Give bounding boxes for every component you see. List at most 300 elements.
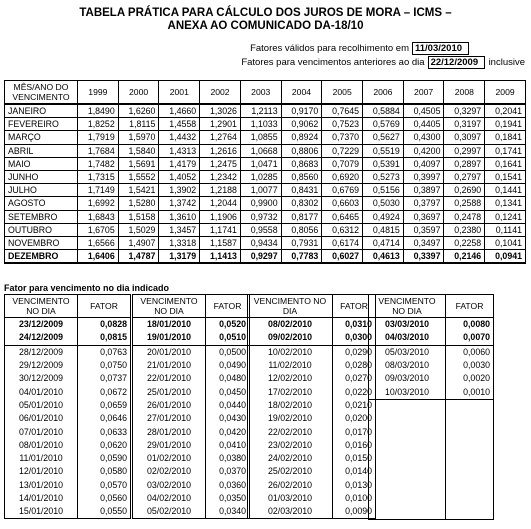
due-date-cell: 02/03/2010 (248, 505, 333, 519)
factor-cell: 0,0220 (333, 385, 376, 398)
factor-cell: 0,7079 (322, 157, 363, 170)
factor-cell: 0,5030 (363, 197, 404, 210)
header-year: 2007 (403, 81, 444, 105)
factor-cell: 0,0010 (446, 385, 494, 399)
factor-cell: 1,4052 (159, 170, 200, 183)
factor-cell: 0,6769 (322, 184, 363, 197)
factor-cell: 1,7684 (78, 144, 119, 157)
month-cell: MARÇO (5, 131, 78, 144)
factor-cell: 1,2616 (200, 144, 241, 157)
factor-cell: 0,0430 (206, 412, 250, 425)
factor-cell: 1,0471 (240, 157, 281, 170)
header-factor: FATOR (206, 295, 250, 318)
daily-table-heading: Fator para vencimento no dia indicado (4, 283, 170, 293)
due-date-cell: 10/03/2010 (369, 385, 446, 399)
due-date-cell: 05/01/2010 (5, 399, 78, 412)
factor-cell: 1,4660 (159, 104, 200, 118)
factor-cell: 1,6992 (78, 197, 119, 210)
factor-cell: 1,0285 (240, 170, 281, 183)
factor-cell: 0,4097 (403, 157, 444, 170)
due-date-cell: 08/03/2010 (369, 359, 446, 372)
due-date-cell: 04/02/2010 (133, 492, 206, 505)
header-year: 1999 (78, 81, 119, 105)
factor-cell: 1,4907 (118, 236, 159, 249)
table-row (5, 210, 526, 223)
factor-cell: 0,2588 (444, 197, 485, 210)
due-date-cell: 24/12/2009 (5, 331, 78, 345)
factor-cell: 0,2146 (444, 250, 485, 264)
factor-cell: 1,8115 (118, 118, 159, 131)
daily-header-row (5, 295, 131, 318)
header-year: 2001 (159, 81, 200, 105)
table-row (133, 359, 250, 372)
table-row (5, 184, 526, 197)
factor-cell: 0,0450 (206, 385, 250, 398)
factor-cell: 0,2380 (444, 223, 485, 236)
due-date-cell: 09/03/2010 (369, 372, 446, 385)
empty-cell (446, 453, 494, 466)
factor-cell: 0,5273 (363, 170, 404, 183)
factor-cell: 0,1041 (485, 236, 526, 249)
factor-cell: 0,7783 (281, 250, 322, 264)
factor-cell: 0,2897 (444, 157, 485, 170)
factor-cell: 0,1841 (485, 131, 526, 144)
factor-cell: 1,0668 (240, 144, 281, 157)
table-row (248, 412, 376, 425)
due-date-cell: 05/03/2010 (369, 345, 446, 359)
daily-factor-table-1 (4, 294, 131, 519)
factor-cell: 0,0280 (333, 359, 376, 372)
table-row (5, 197, 526, 210)
factor-cell: 0,6465 (322, 210, 363, 223)
factor-cell: 0,8806 (281, 144, 322, 157)
factor-cell: 0,0580 (78, 465, 131, 478)
factor-cell: 0,0290 (333, 345, 376, 359)
header-year: 2008 (444, 81, 485, 105)
factor-cell: 0,6920 (322, 170, 363, 183)
daily-header-row (133, 295, 250, 318)
factor-cell: 0,8056 (281, 223, 322, 236)
table-row (248, 385, 376, 398)
factor-cell: 0,4924 (363, 210, 404, 223)
factor-cell: 0,7523 (322, 118, 363, 131)
factor-cell: 0,3697 (403, 210, 444, 223)
factor-cell: 0,0340 (206, 505, 250, 519)
table-row-empty (369, 453, 494, 466)
factor-cell: 0,4714 (363, 236, 404, 249)
factor-cell: 1,0077 (240, 184, 281, 197)
factor-cell: 0,0500 (206, 345, 250, 359)
empty-cell (369, 466, 446, 479)
header-due-date: VENCIMENTO NO DIA (369, 295, 446, 318)
factor-cell: 0,1941 (485, 118, 526, 131)
factor-cell: 0,9170 (281, 104, 322, 118)
factor-cell: 0,3097 (444, 131, 485, 144)
factor-cell: 0,0490 (206, 359, 250, 372)
table-row (248, 372, 376, 385)
factor-cell: 0,9297 (240, 250, 281, 264)
annual-factor-table (4, 80, 526, 264)
factor-cell: 0,8560 (281, 170, 322, 183)
factor-cell: 1,5840 (118, 144, 159, 157)
factor-cell: 0,0570 (78, 479, 131, 492)
factor-cell: 0,0633 (78, 425, 131, 438)
due-date-cell: 24/02/2010 (248, 452, 333, 465)
factor-cell: 0,0828 (78, 318, 131, 332)
empty-cell (446, 506, 494, 520)
factor-cell: 0,0420 (206, 425, 250, 438)
table-row (248, 492, 376, 505)
factor-cell: 1,8252 (78, 118, 119, 131)
due-date-cell: 18/02/2010 (248, 399, 333, 412)
factor-cell: 1,6843 (78, 210, 119, 223)
due-date-cell: 11/02/2010 (248, 359, 333, 372)
factor-cell: 1,6406 (78, 250, 119, 264)
factor-cell: 1,7919 (78, 131, 119, 144)
factor-cell: 0,5884 (363, 104, 404, 118)
table-row (133, 399, 250, 412)
factor-cell: 1,3902 (159, 184, 200, 197)
factor-cell: 0,0150 (333, 452, 376, 465)
table-row (5, 492, 131, 505)
factor-cell: 0,9062 (281, 118, 322, 131)
factor-cell: 0,5519 (363, 144, 404, 157)
factor-cell: 0,7229 (322, 144, 363, 157)
daily-factor-table-3 (247, 294, 376, 519)
factor-cell: 0,0090 (333, 505, 376, 519)
table-row (5, 318, 131, 332)
header-month-year: MÊS/ANO DO VENCIMENTO (5, 81, 78, 105)
factor-cell: 0,3997 (403, 170, 444, 183)
table-row (5, 223, 526, 236)
month-cell: OUTUBRO (5, 223, 78, 236)
table-row (5, 359, 131, 372)
empty-cell (446, 493, 494, 506)
table-row (248, 331, 376, 345)
empty-cell (369, 426, 446, 439)
empty-cell (369, 399, 446, 413)
validity-suffix: inclusive (488, 56, 525, 68)
table-row (5, 236, 526, 249)
table-row (5, 372, 131, 385)
factor-cell: 1,2475 (200, 157, 241, 170)
due-date-cell: 08/01/2010 (5, 439, 78, 452)
factor-cell: 0,4613 (363, 250, 404, 264)
factor-cell: 0,6603 (322, 197, 363, 210)
factor-cell: 0,0060 (446, 345, 494, 359)
table-row (133, 372, 250, 385)
factor-cell: 0,7645 (322, 104, 363, 118)
factor-cell: 1,5552 (118, 170, 159, 183)
factor-cell: 1,1587 (200, 236, 241, 249)
due-date-cell: 17/02/2010 (248, 385, 333, 398)
month-cell: MAIO (5, 157, 78, 170)
factor-cell: 0,1141 (485, 223, 526, 236)
factor-cell: 0,0440 (206, 399, 250, 412)
empty-cell (369, 413, 446, 426)
due-date-cell: 28/12/2009 (5, 345, 78, 359)
due-date-cell: 09/02/2010 (248, 331, 333, 345)
header-year: 2002 (200, 81, 241, 105)
header-year: 2000 (118, 81, 159, 105)
factor-cell: 0,1341 (485, 197, 526, 210)
table-row (133, 425, 250, 438)
table-row (5, 250, 526, 264)
table-row (369, 385, 494, 399)
factor-cell: 0,7931 (281, 236, 322, 249)
factor-cell: 0,0080 (446, 318, 494, 332)
due-date-cell: 25/01/2010 (133, 385, 206, 398)
factor-cell: 0,0941 (485, 250, 526, 264)
factor-cell: 0,1241 (485, 210, 526, 223)
due-date-cell: 20/01/2010 (133, 345, 206, 359)
table-row-empty (369, 493, 494, 506)
table-row (248, 505, 376, 519)
factor-cell: 1,3179 (159, 250, 200, 264)
table-row-empty (369, 426, 494, 439)
factor-cell: 0,0620 (78, 439, 131, 452)
header-due-date: VENCIMENTO NO DIA (133, 295, 206, 318)
month-cell: ABRIL (5, 144, 78, 157)
due-date-cell: 23/02/2010 (248, 439, 333, 452)
month-cell: JULHO (5, 184, 78, 197)
factor-cell: 1,4432 (159, 131, 200, 144)
factor-cell: 1,1906 (200, 210, 241, 223)
factor-cell: 1,4179 (159, 157, 200, 170)
factor-cell: 1,7482 (78, 157, 119, 170)
factor-cell: 1,2188 (200, 184, 241, 197)
validity-row-due (241, 56, 525, 68)
header-year: 2004 (281, 81, 322, 105)
factor-cell: 0,0550 (78, 505, 131, 519)
due-date-cell: 28/01/2010 (133, 425, 206, 438)
table-row (133, 318, 250, 332)
factor-cell: 0,8177 (281, 210, 322, 223)
factor-cell: 0,0410 (206, 439, 250, 452)
factor-cell: 0,0510 (206, 331, 250, 345)
factor-cell: 1,5421 (118, 184, 159, 197)
due-date-cell: 11/01/2010 (5, 452, 78, 465)
empty-cell (369, 493, 446, 506)
month-cell: JUNHO (5, 170, 78, 183)
empty-cell (446, 440, 494, 453)
table-row-empty (369, 440, 494, 453)
table-row (5, 505, 131, 519)
table-row-empty (369, 480, 494, 493)
due-date-cell: 07/01/2010 (5, 425, 78, 438)
factor-cell: 0,0370 (206, 465, 250, 478)
validity-date-due: 22/12/2009 (428, 56, 485, 69)
table-row (133, 452, 250, 465)
factor-cell: 1,5970 (118, 131, 159, 144)
annual-header-row (5, 81, 526, 105)
factor-cell: 0,0360 (206, 479, 250, 492)
month-cell: JANEIRO (5, 104, 78, 118)
due-date-cell: 05/02/2010 (133, 505, 206, 519)
due-date-cell: 23/12/2009 (5, 318, 78, 332)
empty-cell (446, 413, 494, 426)
table-row (248, 425, 376, 438)
table-row (5, 104, 526, 118)
table-row (5, 452, 131, 465)
factor-cell: 0,0380 (206, 452, 250, 465)
due-date-cell: 18/01/2010 (133, 318, 206, 332)
table-row-empty (369, 466, 494, 479)
factor-cell: 0,4405 (403, 118, 444, 131)
table-row (5, 425, 131, 438)
factor-cell: 0,5391 (363, 157, 404, 170)
due-date-cell: 12/01/2010 (5, 465, 78, 478)
empty-cell (369, 480, 446, 493)
factor-cell: 1,2901 (200, 118, 241, 131)
factor-cell: 0,2258 (444, 236, 485, 249)
daily-header-row (248, 295, 376, 318)
header-year: 2009 (485, 81, 526, 105)
due-date-cell: 12/02/2010 (248, 372, 333, 385)
table-row (133, 331, 250, 345)
due-date-cell: 19/02/2010 (248, 412, 333, 425)
header-factor: FATOR (446, 295, 494, 318)
factor-cell: 0,0100 (333, 492, 376, 505)
factor-cell: 1,3610 (159, 210, 200, 223)
factor-cell: 0,0020 (446, 372, 494, 385)
factor-cell: 0,1441 (485, 184, 526, 197)
factor-cell: 1,7149 (78, 184, 119, 197)
header-factor: FATOR (78, 295, 131, 318)
factor-cell: 1,4787 (118, 250, 159, 264)
factor-cell: 1,1413 (200, 250, 241, 264)
factor-cell: 0,1541 (485, 170, 526, 183)
table-row (5, 131, 526, 144)
table-row (248, 399, 376, 412)
factor-cell: 1,3026 (200, 104, 241, 118)
table-row (5, 399, 131, 412)
factor-cell: 0,0270 (333, 372, 376, 385)
empty-cell (446, 426, 494, 439)
factor-cell: 0,0646 (78, 412, 131, 425)
due-date-cell: 26/01/2010 (133, 399, 206, 412)
factor-cell: 1,6260 (118, 104, 159, 118)
table-row (133, 385, 250, 398)
factor-cell: 0,8683 (281, 157, 322, 170)
factor-cell: 0,6312 (322, 223, 363, 236)
table-row (369, 359, 494, 372)
factor-cell: 1,2342 (200, 170, 241, 183)
table-row (5, 331, 131, 345)
due-date-cell: 15/01/2010 (5, 505, 78, 519)
factor-cell: 1,5280 (118, 197, 159, 210)
table-row (133, 345, 250, 359)
due-date-cell: 19/01/2010 (133, 331, 206, 345)
due-date-cell: 01/03/2010 (248, 492, 333, 505)
factor-cell: 1,3742 (159, 197, 200, 210)
factor-cell: 0,2690 (444, 184, 485, 197)
header-due-date: VENCIMENTO NO DIA (248, 295, 333, 318)
factor-cell: 0,0672 (78, 385, 131, 398)
factor-cell: 0,4815 (363, 223, 404, 236)
factor-cell: 0,9558 (240, 223, 281, 236)
table-row (5, 412, 131, 425)
factor-cell: 0,4505 (403, 104, 444, 118)
header-year: 2006 (363, 81, 404, 105)
factor-cell: 0,2997 (444, 144, 485, 157)
due-date-cell: 29/01/2010 (133, 439, 206, 452)
factor-cell: 0,0815 (78, 331, 131, 345)
due-date-cell: 27/01/2010 (133, 412, 206, 425)
empty-cell (446, 480, 494, 493)
factor-cell: 1,2044 (200, 197, 241, 210)
due-date-cell: 22/02/2010 (248, 425, 333, 438)
factor-cell: 0,6174 (322, 236, 363, 249)
table-row (248, 345, 376, 359)
factor-cell: 0,0560 (78, 492, 131, 505)
factor-cell: 0,0140 (333, 465, 376, 478)
table-row (248, 479, 376, 492)
due-date-cell: 02/02/2010 (133, 465, 206, 478)
factor-cell: 0,9732 (240, 210, 281, 223)
due-date-cell: 04/03/2010 (369, 331, 446, 345)
month-cell: FEVEREIRO (5, 118, 78, 131)
header-year: 2005 (322, 81, 363, 105)
factor-cell: 1,6705 (78, 223, 119, 236)
table-row (133, 412, 250, 425)
empty-cell (369, 506, 446, 520)
factor-cell: 0,3397 (403, 250, 444, 264)
due-date-cell: 04/01/2010 (5, 385, 78, 398)
factor-cell: 0,2797 (444, 170, 485, 183)
table-row (248, 359, 376, 372)
factor-cell: 0,8431 (281, 184, 322, 197)
factor-cell: 0,0210 (333, 399, 376, 412)
factor-cell: 0,0130 (333, 479, 376, 492)
due-date-cell: 29/12/2009 (5, 359, 78, 372)
factor-cell: 0,9900 (240, 197, 281, 210)
header-factor: FATOR (333, 295, 376, 318)
month-cell: AGOSTO (5, 197, 78, 210)
factor-cell: 0,0763 (78, 345, 131, 359)
due-date-cell: 21/01/2010 (133, 359, 206, 372)
factor-cell: 0,5156 (363, 184, 404, 197)
table-row-empty (369, 506, 494, 520)
factor-cell: 0,0520 (206, 318, 250, 332)
factor-cell: 0,0030 (446, 359, 494, 372)
factor-cell: 0,3897 (403, 184, 444, 197)
month-cell: NOVEMBRO (5, 236, 78, 249)
factor-cell: 1,1033 (240, 118, 281, 131)
table-row (5, 118, 526, 131)
table-row (133, 465, 250, 478)
factor-cell: 1,3457 (159, 223, 200, 236)
factor-cell: 1,7315 (78, 170, 119, 183)
factor-cell: 0,3197 (444, 118, 485, 131)
table-row (5, 465, 131, 478)
table-row (248, 439, 376, 452)
factor-cell: 0,0737 (78, 372, 131, 385)
table-row (133, 479, 250, 492)
factor-cell: 0,7370 (322, 131, 363, 144)
factor-cell: 0,8924 (281, 131, 322, 144)
table-row (248, 452, 376, 465)
header-due-date: VENCIMENTO NO DIA (5, 295, 78, 318)
factor-cell: 1,4558 (159, 118, 200, 131)
table-row (5, 144, 526, 157)
factor-cell: 0,0480 (206, 372, 250, 385)
empty-cell (446, 466, 494, 479)
factor-cell: 1,5691 (118, 157, 159, 170)
factor-cell: 0,3497 (403, 236, 444, 249)
factor-cell: 0,4300 (403, 131, 444, 144)
table-row-empty (369, 413, 494, 426)
